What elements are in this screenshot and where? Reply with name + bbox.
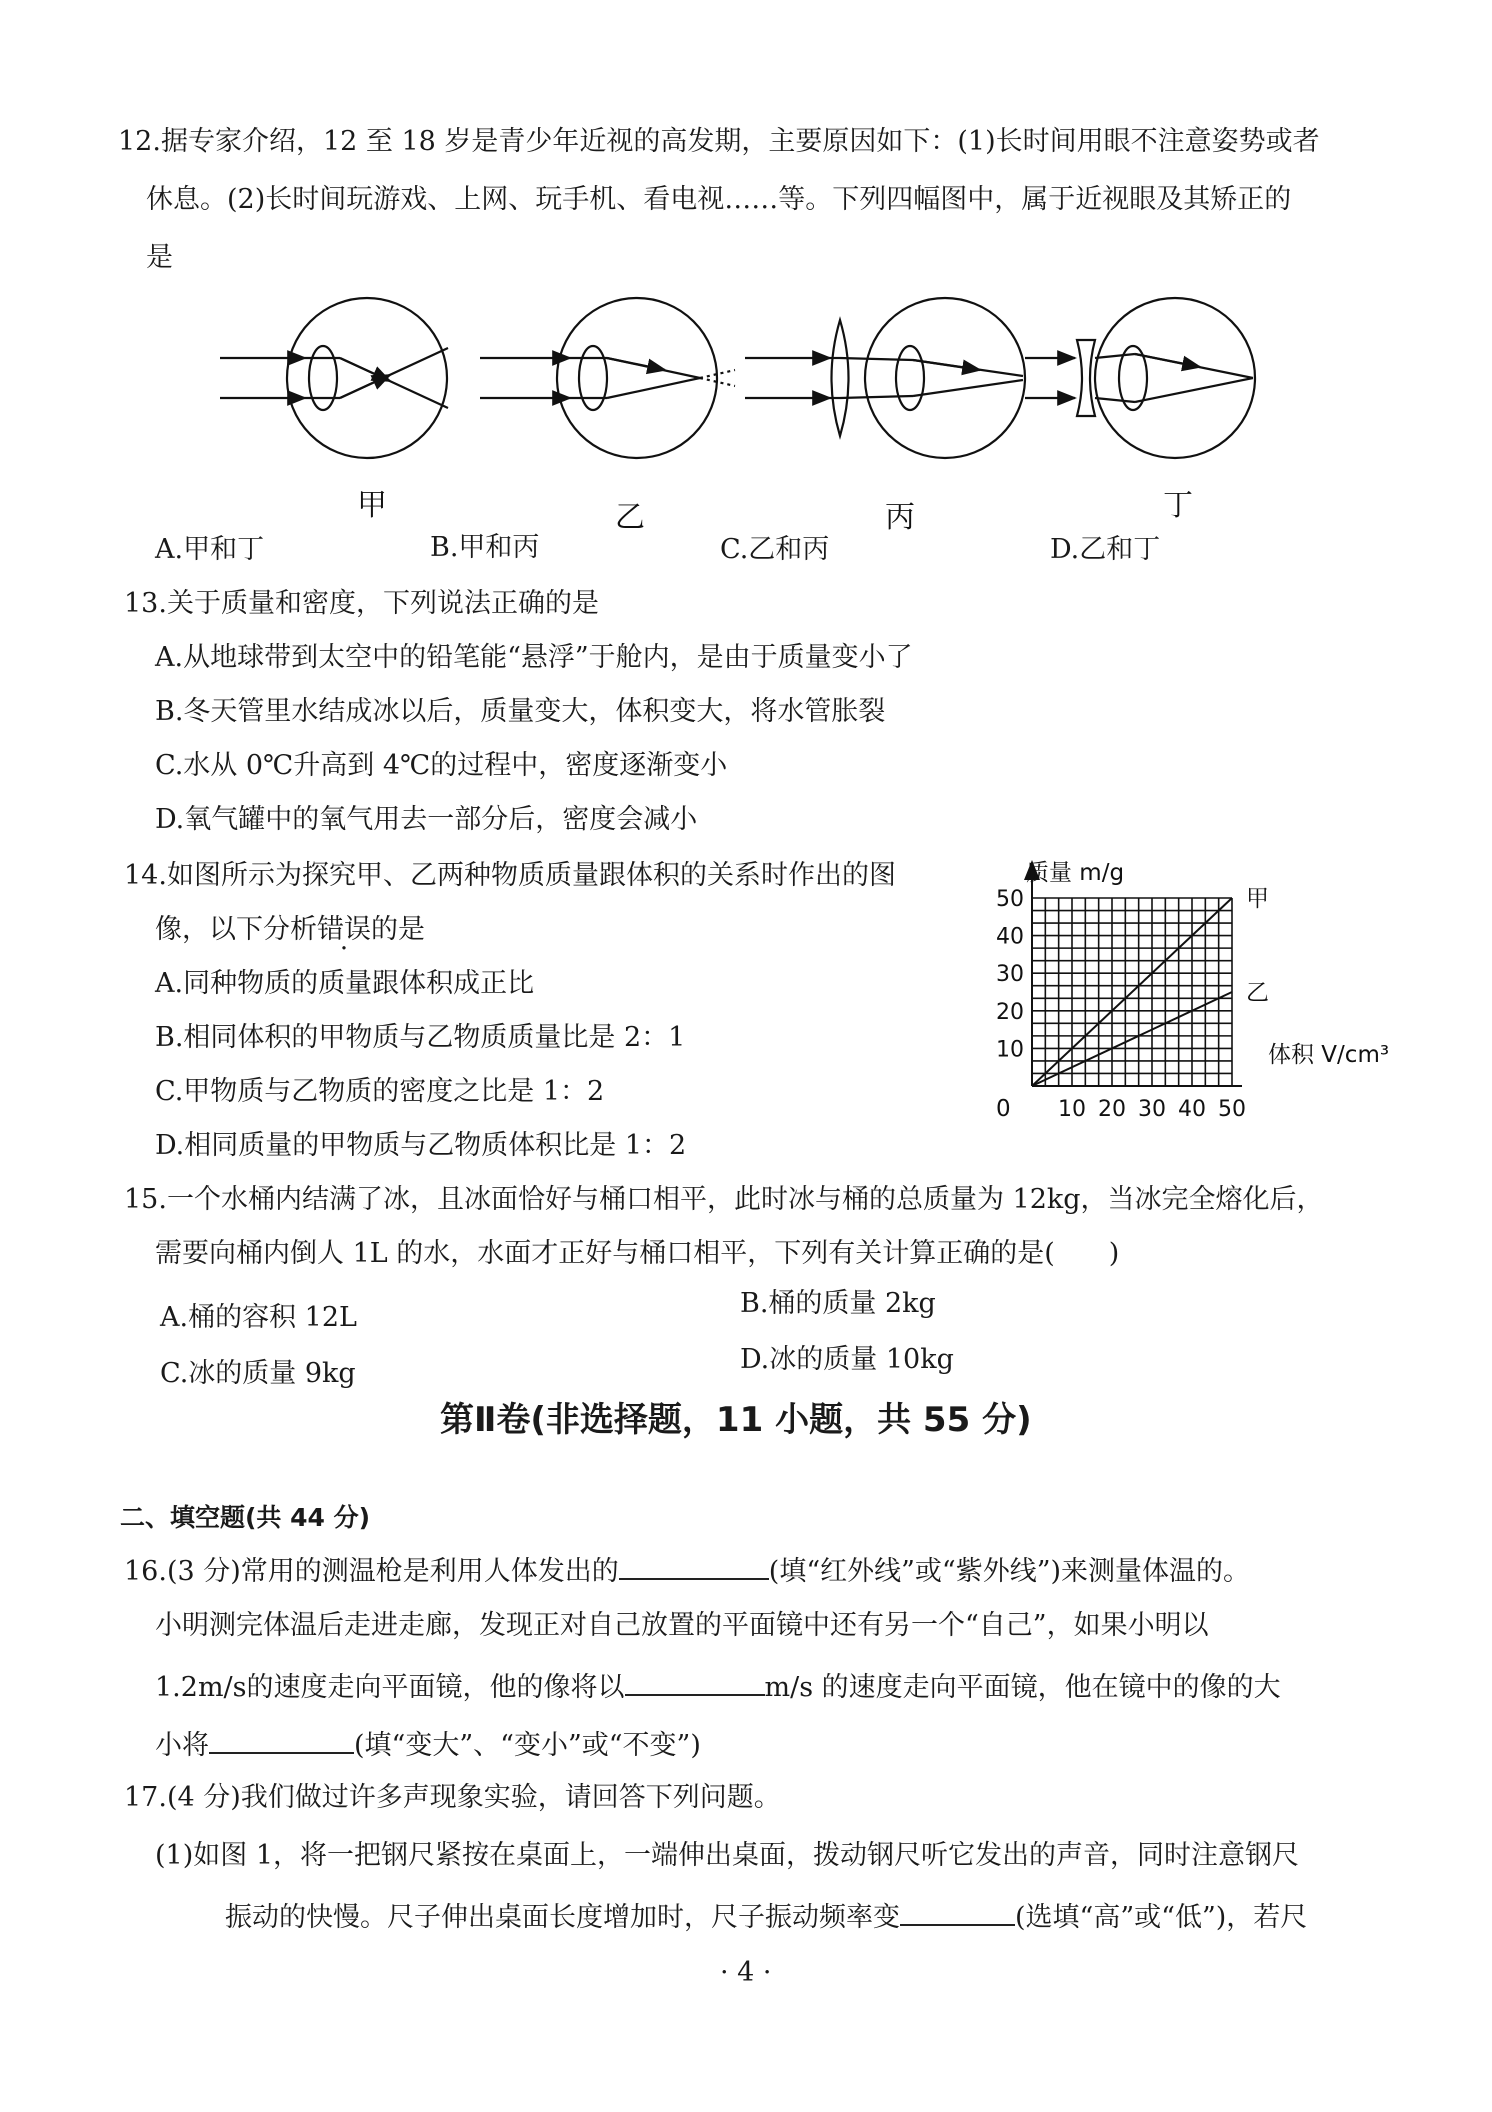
q12-option-b: B.甲和丙	[430, 532, 540, 563]
q16-line-4-suffix: (填“变大”、“变小”或“不变”)	[354, 1730, 701, 1761]
q17-line-2-prefix: 振动的快慢。尺子伸出桌面长度增加时，尺子振动频率变	[225, 1902, 900, 1933]
q14-option-a: A.同种物质的质量跟体积成正比	[155, 968, 535, 999]
q13-option-d: D.氧气罐中的氧气用去一部分后，密度会减小	[155, 804, 698, 835]
q13-option-c: C.水从 0℃升高到 4℃的过程中，密度逐渐变小	[155, 750, 728, 781]
q15-option-a: A.桶的容积 12L	[160, 1302, 357, 1333]
section-2-title: 二、填空题(共 44 分)	[120, 1503, 371, 1532]
q14-line-2	[155, 912, 425, 948]
q16-line-4-prefix: 小将	[155, 1730, 209, 1761]
q17-blank-1[interactable]	[900, 1896, 1015, 1926]
series-label-yi: 乙	[1246, 980, 1269, 1006]
q16-line-2: 小明测完体温后走进走廊，发现正对自己放置的平面镜中还有另一个“自己”，如果小明以	[155, 1610, 1209, 1641]
eye-focus-in-front-of-retina-icon	[480, 298, 735, 458]
q15-option-d: D.冰的质量 10kg	[740, 1344, 954, 1375]
q16-line-1-prefix: 16.(3 分)常用的测温枪是利用人体发出的	[124, 1556, 619, 1587]
x-tick-label: 10	[1058, 1097, 1086, 1122]
q14-mass-volume-chart	[980, 850, 1400, 1140]
q17-line-2-suffix: (选填“高”或“低”)，若尺	[1015, 1902, 1308, 1933]
q16-line-1-suffix: (填“红外线”或“紫外线”)来测量体温的。	[768, 1556, 1251, 1587]
q13-stem: 13.关于质量和密度，下列说法正确的是	[124, 588, 599, 619]
figure-label-ding: 丁	[1163, 488, 1193, 523]
q16-line-3	[155, 1666, 1281, 1706]
eye-focus-behind-retina-icon	[220, 298, 448, 458]
q17-line-1: (1)如图 1，将一把钢尺紧按在桌面上，一端伸出桌面，拨动钢尺听它发出的声音，同时注意钢尺	[155, 1840, 1300, 1871]
q14-line-2-prefix: 像，以下分析	[155, 914, 317, 945]
y-tick-label: 10	[996, 1037, 1024, 1063]
q16-line-4	[155, 1724, 701, 1764]
q12-option-d: D.乙和丁	[1050, 534, 1161, 565]
q17-line-2	[225, 1896, 1307, 1936]
q14-line-1: 14.如图所示为探究甲、乙两种物质质量跟体积的关系时作出的图	[124, 860, 896, 891]
y-tick-label: 30	[996, 962, 1024, 988]
q14-option-b: B.相同体积的甲物质与乙物质质量比是 2：1	[155, 1022, 686, 1053]
q16-line-1	[124, 1550, 1250, 1590]
y-tick-label: 40	[996, 924, 1024, 950]
q16-blank-2[interactable]	[625, 1666, 765, 1696]
q12-line-2: 休息。(2)长时间玩游戏、上网、玩手机、看电视……等。下列四幅图中，属于近视眼及其矫正的	[146, 184, 1292, 215]
series-label-jia: 甲	[1246, 886, 1269, 912]
q16-line-3-suffix: m/s 的速度走向平面镜，他在镜中的像的大	[764, 1672, 1281, 1703]
y-tick-label: 50	[996, 887, 1024, 912]
y-tick-label: 20	[996, 999, 1024, 1025]
q14-option-d: D.相同质量的甲物质与乙物质体积比是 1：2	[155, 1130, 687, 1161]
q13-option-b: B.冬天管里水结成冰以后，质量变大，体积变大，将水管胀裂	[155, 696, 886, 727]
q12-line-3: 是	[146, 242, 173, 273]
q15-option-c: C.冰的质量 9kg	[160, 1358, 356, 1389]
q14-line-2-suffix: 的是	[371, 914, 425, 945]
figure-label-bing: 丙	[885, 500, 915, 530]
eye-with-concave-lens-icon	[1025, 298, 1255, 458]
q14-option-c: C.甲物质与乙物质的密度之比是 1：2	[155, 1076, 605, 1107]
y-axis-label: 质量 m/g	[1026, 860, 1125, 886]
series-line-yi	[1032, 992, 1232, 1086]
q13-option-a: A.从地球带到太空中的铅笔能“悬浮”于舱内，是由于质量变小了	[155, 642, 913, 673]
part-2-title: 第Ⅱ卷(非选择题，11 小题，共 55 分)	[440, 1400, 1032, 1440]
q15-option-b: B.桶的质量 2kg	[740, 1288, 936, 1319]
origin-label: 0	[996, 1096, 1011, 1122]
q17-stem: 17.(4 分)我们做过许多声现象实验，请回答下列问题。	[124, 1782, 781, 1813]
q14-emphasis-word: 错误	[317, 914, 371, 945]
x-tick-label: 50	[1218, 1097, 1246, 1122]
q16-blank-1[interactable]	[619, 1550, 769, 1580]
x-tick-label: 40	[1178, 1097, 1206, 1122]
q16-blank-3[interactable]	[209, 1724, 354, 1754]
q15-line-2: 需要向桶内倒人 1L 的水，水面才正好与桶口相平，下列有关计算正确的是( )	[155, 1238, 1120, 1269]
x-tick-label: 20	[1098, 1097, 1126, 1122]
q12-line-1: 12.据专家介绍，12 至 18 岁是青少年近视的高发期，主要原因如下：(1)长时间用眼不注意姿势或者	[118, 126, 1320, 157]
eye-with-convex-lens-icon	[745, 298, 1025, 458]
q16-line-3-prefix: 1.2m/s的速度走向平面镜，他的像将以	[155, 1672, 625, 1703]
figure-label-yi: 乙	[615, 500, 645, 530]
q12-eye-diagrams	[200, 290, 1320, 530]
q12-option-c: C.乙和丙	[720, 534, 830, 565]
page-number: · 4 ·	[720, 1957, 772, 1988]
x-tick-label: 30	[1138, 1097, 1166, 1122]
figure-label-jia: 甲	[357, 488, 387, 523]
q15-line-1: 15.一个水桶内结满了冰，且冰面恰好与桶口相平，此时冰与桶的总质量为 12kg，当冰完全熔化后，	[124, 1184, 1324, 1215]
q12-option-a: A.甲和丁	[155, 534, 265, 565]
x-axis-label: 体积 V/cm³	[1268, 1042, 1390, 1068]
series-line-jia	[1032, 898, 1232, 1086]
